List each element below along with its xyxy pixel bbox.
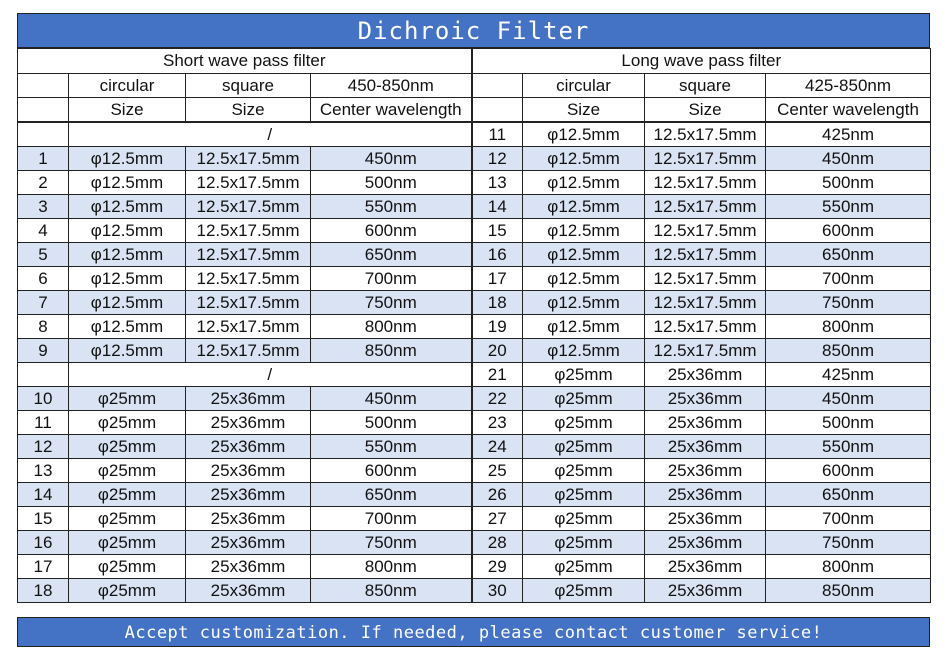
long-row-number: 26 [472,483,523,507]
long-circular-size: φ25mm [523,531,645,555]
long-row-number: 18 [472,291,523,315]
long-row-number: 15 [472,219,523,243]
short-circular-size: φ25mm [69,459,186,483]
short-square-size: 12.5x17.5mm [186,315,311,339]
page-title: Dichroic Filter [17,13,930,48]
long-square-size: 25x36mm [645,555,766,579]
long-center-wavelength: 450nm [766,387,931,411]
short-center-wavelength: 500nm [311,411,472,435]
short-center-wavelength: 800nm [311,555,472,579]
short-col-circular: circular [69,74,186,98]
long-row-number: 16 [472,243,523,267]
short-square-size: 25x36mm [186,411,311,435]
long-circular-size: φ25mm [523,555,645,579]
short-center-wavelength: 700nm [311,267,472,291]
long-circular-size: φ25mm [523,387,645,411]
table-row [18,387,931,411]
short-row-number: 6 [18,267,69,291]
short-square-size: 25x36mm [186,507,311,531]
short-circular-size: φ12.5mm [69,219,186,243]
long-center-wavelength: 850nm [766,339,931,363]
long-row-number: 30 [472,579,523,603]
long-row-number: 27 [472,507,523,531]
long-row-number: 17 [472,267,523,291]
table-row [18,459,931,483]
table-row [18,195,931,219]
short-sub-center-wavelength: Center wavelength [311,98,472,123]
long-col-circular: circular [523,74,645,98]
short-circular-size: φ25mm [69,507,186,531]
short-row-placeholder: / [69,122,472,147]
short-circular-size: φ12.5mm [69,291,186,315]
long-center-wavelength: 550nm [766,195,931,219]
long-center-wavelength: 700nm [766,507,931,531]
long-square-size: 25x36mm [645,411,766,435]
short-center-wavelength: 550nm [311,435,472,459]
short-square-size: 25x36mm [186,579,311,603]
short-sub-size: Size [69,98,186,123]
short-row-number: 18 [18,579,69,603]
long-row-number: 29 [472,555,523,579]
long-square-size: 25x36mm [645,483,766,507]
short-square-size: 12.5x17.5mm [186,291,311,315]
short-row-number: 17 [18,555,69,579]
long-square-size: 25x36mm [645,435,766,459]
short-center-wavelength: 800nm [311,315,472,339]
short-center-wavelength: 450nm [311,147,472,171]
table-row [18,147,931,171]
long-center-wavelength: 425nm [766,363,931,387]
short-row-number: 13 [18,459,69,483]
short-center-wavelength: 650nm [311,243,472,267]
short-col-square: square [186,74,311,98]
long-square-size: 12.5x17.5mm [645,171,766,195]
header-blank [472,98,523,123]
long-circular-size: φ25mm [523,411,645,435]
short-row-number: 15 [18,507,69,531]
short-row-number [18,122,69,147]
short-square-size: 25x36mm [186,531,311,555]
short-center-wavelength: 600nm [311,459,472,483]
long-center-wavelength: 750nm [766,291,931,315]
short-square-size: 12.5x17.5mm [186,267,311,291]
long-center-wavelength: 850nm [766,579,931,603]
short-circular-size: φ12.5mm [69,195,186,219]
header-blank [18,98,69,123]
filter-table [17,48,931,603]
long-circular-size: φ12.5mm [523,171,645,195]
short-center-wavelength: 600nm [311,219,472,243]
table-row [18,483,931,507]
short-row-placeholder: / [69,363,472,387]
long-center-wavelength: 650nm [766,243,931,267]
short-circular-size: φ25mm [69,531,186,555]
long-row-number: 28 [472,531,523,555]
short-square-size: 25x36mm [186,387,311,411]
long-circular-size: φ12.5mm [523,147,645,171]
short-row-number: 16 [18,531,69,555]
short-circular-size: φ12.5mm [69,147,186,171]
footer-note: Accept customization. If needed, please contact customer service! [17,617,930,647]
short-square-size: 12.5x17.5mm [186,339,311,363]
long-circular-size: φ12.5mm [523,219,645,243]
short-circular-size: φ25mm [69,387,186,411]
short-square-size: 25x36mm [186,555,311,579]
short-wave-heading: Short wave pass filter [18,49,472,74]
long-sub-size: Size [645,98,766,123]
long-square-size: 12.5x17.5mm [645,219,766,243]
table-row [18,579,931,603]
long-center-wavelength: 500nm [766,171,931,195]
long-sub-size: Size [523,98,645,123]
short-square-size: 25x36mm [186,435,311,459]
long-circular-size: φ25mm [523,507,645,531]
long-square-size: 25x36mm [645,507,766,531]
long-square-size: 25x36mm [645,531,766,555]
short-center-wavelength: 650nm [311,483,472,507]
short-row-number: 7 [18,291,69,315]
long-center-wavelength: 800nm [766,555,931,579]
long-sub-center-wavelength: Center wavelength [766,98,931,123]
short-center-wavelength: 850nm [311,579,472,603]
short-square-size: 12.5x17.5mm [186,171,311,195]
short-row-number: 12 [18,435,69,459]
long-square-size: 25x36mm [645,459,766,483]
short-row-number: 2 [18,171,69,195]
long-row-number: 20 [472,339,523,363]
long-square-size: 25x36mm [645,579,766,603]
table-row [18,243,931,267]
long-row-number: 22 [472,387,523,411]
table-row [18,122,931,147]
table-row [18,555,931,579]
short-circular-size: φ12.5mm [69,315,186,339]
long-circular-size: φ25mm [523,483,645,507]
long-circular-size: φ12.5mm [523,267,645,291]
long-row-number: 25 [472,459,523,483]
short-row-number: 1 [18,147,69,171]
long-row-number: 11 [472,122,523,147]
short-square-size: 12.5x17.5mm [186,195,311,219]
short-row-number: 5 [18,243,69,267]
short-circular-size: φ12.5mm [69,171,186,195]
table-row [18,435,931,459]
long-row-number: 14 [472,195,523,219]
short-square-size: 12.5x17.5mm [186,147,311,171]
short-circular-size: φ12.5mm [69,339,186,363]
long-row-number: 23 [472,411,523,435]
long-square-size: 12.5x17.5mm [645,339,766,363]
long-circular-size: φ12.5mm [523,195,645,219]
long-col-range: 425-850nm [766,74,931,98]
short-center-wavelength: 850nm [311,339,472,363]
long-row-number: 19 [472,315,523,339]
short-circular-size: φ25mm [69,411,186,435]
long-square-size: 12.5x17.5mm [645,267,766,291]
long-center-wavelength: 750nm [766,531,931,555]
long-circular-size: φ25mm [523,579,645,603]
header-blank [472,74,523,98]
long-center-wavelength: 800nm [766,315,931,339]
long-center-wavelength: 425nm [766,122,931,147]
long-row-number: 13 [472,171,523,195]
short-row-number [18,363,69,387]
short-row-number: 8 [18,315,69,339]
long-circular-size: φ12.5mm [523,291,645,315]
long-row-number: 21 [472,363,523,387]
long-square-size: 25x36mm [645,363,766,387]
short-square-size: 12.5x17.5mm [186,219,311,243]
long-square-size: 12.5x17.5mm [645,122,766,147]
long-center-wavelength: 500nm [766,411,931,435]
table-row [18,531,931,555]
table-row [18,315,931,339]
long-circular-size: φ25mm [523,435,645,459]
long-square-size: 12.5x17.5mm [645,315,766,339]
table-row [18,171,931,195]
short-center-wavelength: 550nm [311,195,472,219]
short-col-range: 450-850nm [311,74,472,98]
long-circular-size: φ25mm [523,363,645,387]
long-square-size: 12.5x17.5mm [645,147,766,171]
dichroic-filter-sheet [17,13,930,647]
long-col-square: square [645,74,766,98]
long-square-size: 12.5x17.5mm [645,243,766,267]
short-row-number: 4 [18,219,69,243]
long-square-size: 12.5x17.5mm [645,291,766,315]
table-row [18,219,931,243]
long-circular-size: φ25mm [523,459,645,483]
long-center-wavelength: 700nm [766,267,931,291]
long-center-wavelength: 600nm [766,459,931,483]
short-center-wavelength: 750nm [311,291,472,315]
table-row [18,291,931,315]
short-circular-size: φ12.5mm [69,267,186,291]
short-circular-size: φ25mm [69,483,186,507]
long-row-number: 12 [472,147,523,171]
long-square-size: 12.5x17.5mm [645,195,766,219]
short-circular-size: φ12.5mm [69,243,186,267]
long-center-wavelength: 650nm [766,483,931,507]
short-circular-size: φ25mm [69,435,186,459]
long-circular-size: φ12.5mm [523,243,645,267]
short-row-number: 14 [18,483,69,507]
short-sub-size: Size [186,98,311,123]
long-wave-heading: Long wave pass filter [472,49,931,74]
short-row-number: 10 [18,387,69,411]
table-row [18,507,931,531]
short-center-wavelength: 700nm [311,507,472,531]
long-circular-size: φ12.5mm [523,122,645,147]
long-center-wavelength: 450nm [766,147,931,171]
long-circular-size: φ12.5mm [523,315,645,339]
table-row [18,339,931,363]
long-center-wavelength: 600nm [766,219,931,243]
table-row [18,267,931,291]
short-square-size: 12.5x17.5mm [186,243,311,267]
short-row-number: 11 [18,411,69,435]
short-square-size: 25x36mm [186,459,311,483]
short-square-size: 25x36mm [186,483,311,507]
header-blank [18,74,69,98]
long-row-number: 24 [472,435,523,459]
short-circular-size: φ25mm [69,579,186,603]
long-circular-size: φ12.5mm [523,339,645,363]
table-row [18,411,931,435]
short-center-wavelength: 450nm [311,387,472,411]
long-square-size: 25x36mm [645,387,766,411]
short-row-number: 3 [18,195,69,219]
short-center-wavelength: 500nm [311,171,472,195]
table-row [18,363,931,387]
short-center-wavelength: 750nm [311,531,472,555]
short-circular-size: φ25mm [69,555,186,579]
long-center-wavelength: 550nm [766,435,931,459]
short-row-number: 9 [18,339,69,363]
